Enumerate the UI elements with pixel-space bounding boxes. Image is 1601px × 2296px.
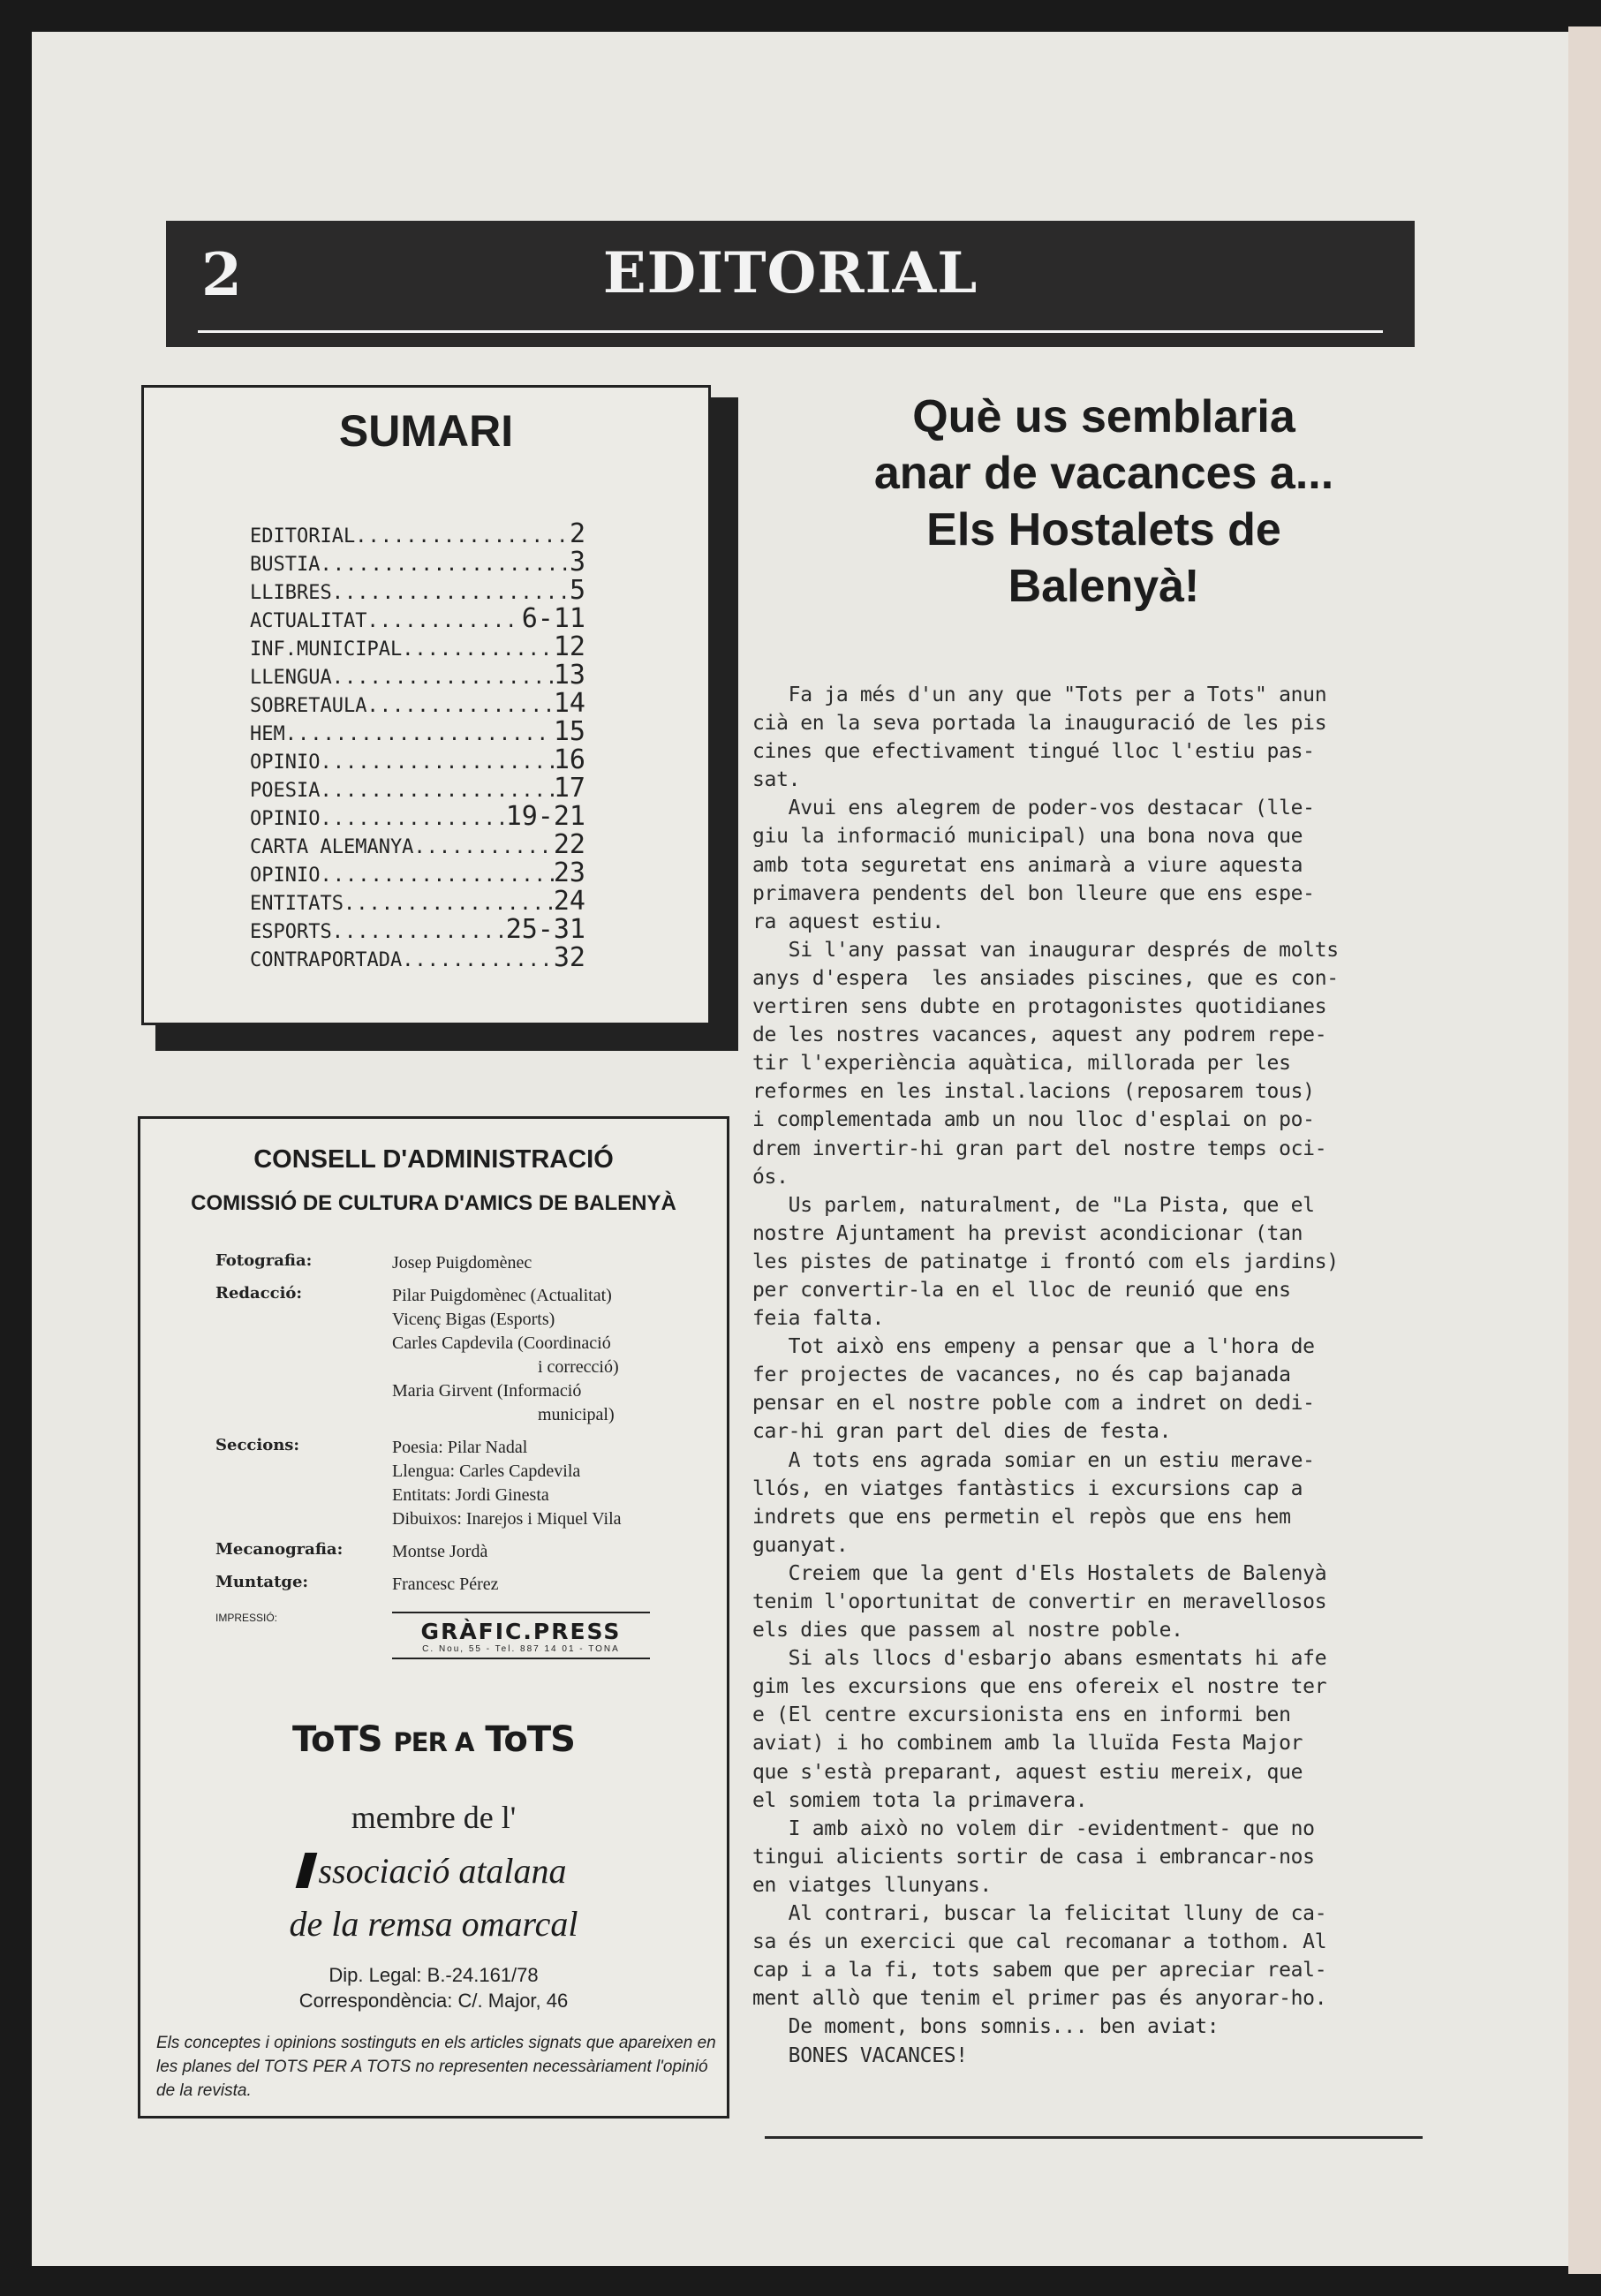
article-line: tenim l'oportunitat de convertir en meravellosos — [752, 1590, 1327, 1613]
credit-role: Seccions: — [215, 1436, 300, 1454]
toc-section: SOBRETAULA — [250, 695, 367, 717]
toc-item — [250, 518, 585, 547]
masthead-title: CONSELL D'ADMINISTRACIÓ — [253, 1145, 614, 1174]
article-line: indrets que ens permetin el repòs que ens hem — [752, 1505, 1291, 1529]
article-line: en viatges llunyans. — [752, 1873, 992, 1897]
article-line: Us parlem, naturalment, de "La Pista, que el — [752, 1193, 1315, 1217]
toc-page: 17 — [553, 773, 585, 804]
credit-row — [215, 1436, 710, 1531]
masthead-box — [138, 1116, 729, 2119]
article-title-line: Balenyà! — [1008, 561, 1200, 612]
section-title: EDITORIAL — [602, 240, 978, 306]
toc-page: 16 — [553, 744, 585, 775]
toc-page: 24 — [553, 886, 585, 917]
credit-name: Josep Puigdomènec — [392, 1253, 532, 1273]
credit-row — [215, 1284, 710, 1427]
disclaimer: Els conceptes i opinions sostinguts en els articles signats que apareixen en les planes del TOTS PER A TOTS no representen necessàriament l'opinió de la revista. — [156, 2034, 716, 2100]
toc-page: 19-21 — [505, 801, 585, 832]
toc-item — [250, 547, 585, 578]
credit-name: Francesc Pérez — [392, 1575, 499, 1594]
toc-dots — [320, 808, 505, 830]
article-line: Si als llocs d'esbarjo abans esmentats hi afe — [752, 1647, 1327, 1671]
logo-word-1: ToTS — [292, 1719, 382, 1760]
toc-section: BUSTIA — [250, 554, 321, 576]
article-title — [777, 389, 1431, 615]
article-line: gim les excursions que ens ofereix el nostre ter — [752, 1675, 1327, 1699]
article-line: fer projectes de vacances, no és cap bajanada — [752, 1363, 1291, 1387]
article-line: Tot això ens empeny a pensar que a l'hora de — [752, 1335, 1315, 1359]
credit-names — [392, 1251, 532, 1275]
credit-names — [392, 1284, 619, 1427]
toc-section: POESIA — [250, 780, 321, 802]
article-title-line: Què us semblaria — [912, 391, 1295, 442]
credit-name: Dibuixos: Inarejos i Miquel Vila — [392, 1509, 622, 1529]
toc-dots — [402, 638, 554, 661]
credit-name: Entitats: Jordi Ginesta — [392, 1485, 549, 1505]
logo-word-2: PER A — [393, 1727, 474, 1757]
article-line: feia falta. — [752, 1307, 885, 1331]
article-line: cap i a la fi, tots sabem que per apreciar real- — [752, 1959, 1327, 1983]
toc-dots — [413, 836, 553, 858]
article-line: ra aquest estiu. — [752, 910, 944, 933]
credit-row — [215, 1540, 710, 1564]
toc-section: INF.MUNICIPAL — [250, 638, 403, 661]
article-line: i complementada amb un nou lloc d'esplai on po- — [752, 1108, 1315, 1132]
toc-section: OPINIO — [250, 808, 321, 830]
toc-item — [250, 829, 585, 860]
credit-name: i correcció) — [538, 1357, 619, 1377]
toc-page: 6-11 — [521, 603, 585, 634]
credit-role: Fotografia: — [215, 1251, 313, 1270]
credit-name: municipal) — [538, 1405, 615, 1424]
credit-row — [215, 1573, 710, 1597]
table-of-contents — [141, 385, 711, 1025]
article-line: e (El centre excursionista ens en informi ben — [752, 1703, 1291, 1727]
article-line: els dies que passem al nostre poble. — [752, 1619, 1183, 1643]
toc-item — [250, 801, 585, 832]
article-line: giu la informació municipal) una bona nova que — [752, 825, 1303, 849]
toc-item — [250, 886, 585, 917]
article-line: cià en la seva portada la inauguració de les pis — [752, 712, 1327, 736]
toc-item — [250, 660, 585, 691]
article-line: sa és un exercici que cal recomanar a tothom. Al — [752, 1930, 1327, 1954]
page-number: 2 — [201, 240, 242, 309]
printer-address: C. Nou, 55 - Tel. 887 14 01 - TONA — [422, 1644, 620, 1654]
article-line: drem invertir-hi gran part del nostre temps oci- — [752, 1137, 1327, 1160]
credit-name: Montse Jordà — [392, 1542, 488, 1561]
tots-per-a-tots-logo — [140, 1719, 727, 1760]
toc-section: HEM — [250, 723, 285, 745]
article-line: de les nostres vacances, aquest any podrem repe- — [752, 1023, 1327, 1047]
article-line: car-hi gran part del dies de festa. — [752, 1420, 1172, 1444]
toc-page: 15 — [553, 716, 585, 747]
article-line: De moment, bons somnis... ben aviat: — [752, 2015, 1220, 2039]
toc-dots — [332, 667, 554, 689]
article-body — [752, 684, 1459, 2073]
toc-page: 2 — [569, 518, 585, 549]
toc-item — [250, 603, 585, 634]
toc-item — [250, 716, 585, 747]
legal-info — [140, 1962, 727, 2013]
credit-role: Mecanografia: — [215, 1540, 344, 1559]
toc-item — [250, 575, 585, 606]
dip-legal: Dip. Legal: B.-24.161/78 — [329, 1964, 539, 1986]
toc-item — [250, 914, 585, 945]
article-line: cines que efectivament tingué lloc l'estiu pas- — [752, 740, 1315, 764]
toc-section: LLIBRES — [250, 582, 332, 604]
toc-dots — [320, 780, 553, 802]
article-line: Avui ens alegrem de poder-vos destacar (lle- — [752, 797, 1315, 820]
toc-title: SUMARI — [338, 406, 514, 456]
article-line: Si l'any passat van inaugurar després de molts — [752, 938, 1339, 962]
article-line: anys d'espera les ansiades piscines, que es con- — [752, 966, 1339, 990]
toc-item — [250, 744, 585, 773]
toc-dots — [366, 695, 553, 717]
article-line: tir l'experiència aquàtica, millorada per les — [752, 1052, 1291, 1076]
facing-page-edge — [1568, 26, 1601, 2274]
credit-name: Vicenç Bigas (Esports) — [392, 1310, 555, 1329]
article-line: Al contrari, buscar la felicitat lluny de ca- — [752, 1902, 1327, 1926]
toc-section: CONTRAPORTADA — [250, 949, 403, 971]
article-line: sat. — [752, 768, 801, 792]
toc-item — [250, 942, 585, 971]
toc-dots — [320, 865, 553, 887]
association-logo — [140, 1845, 727, 1951]
toc-dots — [344, 893, 554, 915]
printer-logo — [392, 1612, 650, 1659]
toc-section: ACTUALITAT — [250, 610, 367, 632]
toc-item — [250, 857, 585, 886]
membre-de-label: membre de l' — [351, 1800, 517, 1835]
article-line: pensar en el nostre poble com a indret on dedi- — [752, 1392, 1315, 1416]
toc-section: OPINIO — [250, 865, 321, 887]
credit-role: Redacció: — [215, 1284, 303, 1303]
article-line: que s'està preparant, aquest estiu mereix, que — [752, 1760, 1303, 1784]
toc-dots — [402, 949, 554, 971]
toc-page: 25-31 — [505, 914, 585, 945]
toc-dots — [355, 525, 570, 548]
article-line: Creiem que la gent d'Els Hostalets de Balenyà — [752, 1561, 1327, 1585]
toc-item — [250, 631, 585, 660]
toc-dots — [285, 723, 554, 745]
article-title-line: Els Hostalets de — [926, 504, 1281, 555]
credit-name: Carles Capdevila (Coordinació — [392, 1333, 611, 1353]
toc-section: ENTITATS — [250, 893, 344, 915]
header-rule — [198, 330, 1383, 333]
article-line: guanyat. — [752, 1533, 849, 1557]
article-title-line: anar de vacances a... — [873, 448, 1334, 499]
toc-page: 32 — [553, 942, 585, 973]
article-line: el somiem tota la primavera. — [752, 1788, 1088, 1812]
toc-page: 3 — [569, 547, 585, 578]
toc-item — [250, 773, 585, 804]
impressio-label: IMPRESSIÓ: — [215, 1612, 278, 1624]
article-line: les pistes de patinatge i frontó com els jardins) — [752, 1250, 1339, 1273]
article-line: per convertir-la en el lloc de reunió que ens — [752, 1278, 1291, 1302]
toc-list — [250, 518, 585, 971]
article-line: ós. — [752, 1165, 789, 1189]
toc-dots — [320, 554, 569, 576]
toc-section: CARTA ALEMANYA — [250, 836, 414, 858]
toc-section: OPINIO — [250, 751, 321, 774]
credit-role: Muntatge: — [215, 1573, 309, 1591]
toc-item — [250, 688, 585, 719]
assoc-line-2: de la remsa omarcal — [289, 1904, 578, 1944]
article-line: BONES VACANCES! — [752, 2043, 968, 2067]
credit-row — [215, 1251, 710, 1275]
printer-name: GRÀFIC.PRESS — [420, 1619, 622, 1644]
article-end-rule — [765, 2136, 1423, 2139]
credit-names — [392, 1436, 622, 1531]
correspondencia: Correspondència: C/. Major, 46 — [298, 1990, 569, 2012]
article-line: amb tota seguretat ens animarà a viure aquesta — [752, 853, 1303, 877]
logo-word-3: ToTS — [485, 1719, 575, 1760]
article-line: Fa ja més d'un any que "Tots per a Tots" anun — [752, 684, 1327, 706]
toc-dots — [332, 921, 506, 943]
article-line: primavera pendents del bon lleure que ens espe- — [752, 881, 1315, 905]
article-line: A tots ens agrada somiar en un estiu merave- — [752, 1448, 1315, 1472]
article-line: aviat) i ho combinem amb la lluïda Festa Major — [752, 1732, 1303, 1756]
toc-section: ESPORTS — [250, 921, 332, 943]
article-line: reformes en les instal.lacions (reposarem tous) — [752, 1080, 1315, 1104]
toc-page: 5 — [569, 575, 585, 606]
toc-page: 23 — [553, 857, 585, 888]
credit-names — [392, 1540, 487, 1564]
article-line: tingui alicients sortir de casa i embrancar-nos — [752, 1845, 1315, 1869]
toc-page: 22 — [553, 829, 585, 860]
credits-list — [215, 1251, 710, 1605]
article-line: llós, en viatges fantàstics i excursions cap a — [752, 1477, 1303, 1500]
toc-dots — [332, 582, 570, 604]
credit-name: Maria Girvent (Informació — [392, 1381, 582, 1401]
credit-name: Pilar Puigdomènec (Actualitat) — [392, 1286, 612, 1305]
toc-page: 13 — [553, 660, 585, 691]
section-header — [166, 221, 1415, 347]
masthead-subtitle: COMISSIÓ DE CULTURA D'AMICS DE BALENYÀ — [191, 1191, 676, 1215]
toc-section: LLENGUA — [250, 667, 332, 689]
credit-name: Poesia: Pilar Nadal — [392, 1438, 528, 1457]
article-line: ment allò que tenim el primer pas és anyorar-ho. — [752, 1987, 1327, 2011]
toc-section: EDITORIAL — [250, 525, 356, 548]
article-line: I amb això no volem dir -evidentment- que no — [752, 1816, 1315, 1840]
toc-page: 14 — [553, 688, 585, 719]
toc-dots — [366, 610, 521, 632]
article-line: vertiren sens dubte en protagonistes quotidianes — [752, 995, 1327, 1019]
credit-name: Llengua: Carles Capdevila — [392, 1461, 581, 1481]
toc-page: 12 — [553, 631, 585, 662]
article-line: nostre Ajuntament ha previst acondicionar (tan — [752, 1221, 1303, 1245]
credit-names — [392, 1573, 499, 1597]
assoc-line-1: ssociació atalana — [318, 1851, 567, 1891]
toc-dots — [320, 751, 553, 774]
logo-mark — [296, 1853, 318, 1888]
